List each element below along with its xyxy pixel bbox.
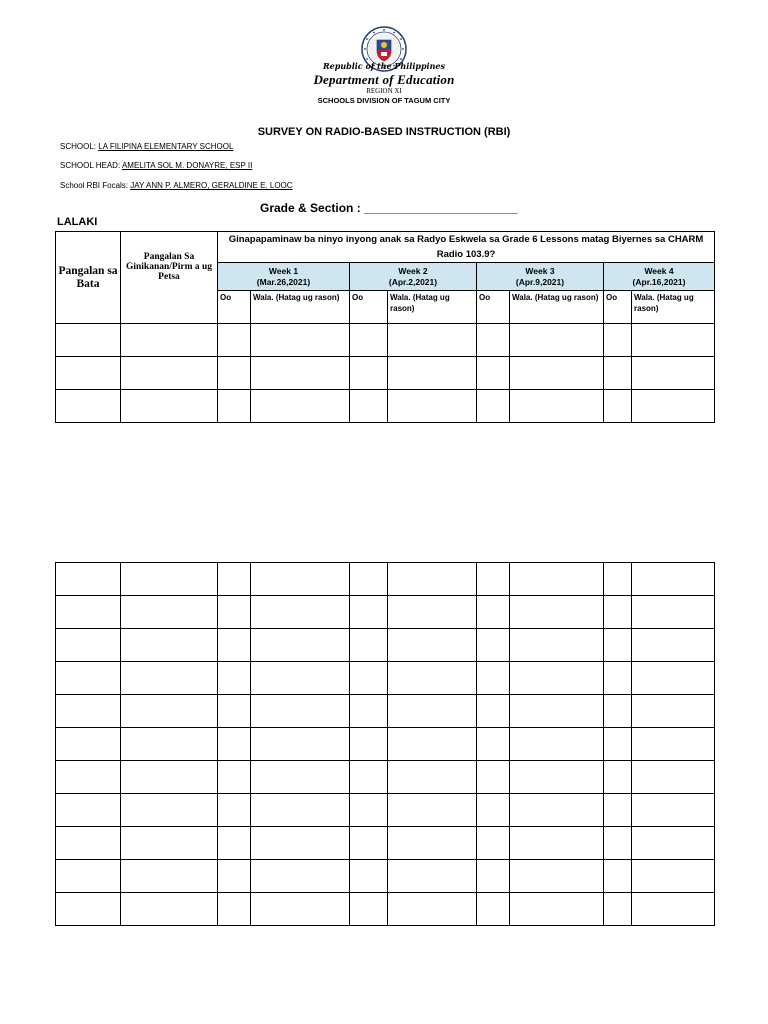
entry-cell[interactable] [604, 728, 632, 761]
entry-cell[interactable] [477, 794, 510, 827]
entry-cell[interactable] [251, 596, 350, 629]
entry-cell[interactable] [510, 563, 604, 596]
entry-cell[interactable] [510, 324, 604, 357]
entry-cell[interactable] [477, 728, 510, 761]
entry-cell[interactable] [632, 893, 715, 926]
entry-cell[interactable] [218, 324, 251, 357]
entry-cell[interactable] [388, 761, 477, 794]
entry-cell[interactable] [510, 761, 604, 794]
entry-cell[interactable] [350, 662, 388, 695]
entry-cell[interactable] [510, 893, 604, 926]
entry-cell[interactable] [632, 357, 715, 390]
entry-cell[interactable] [632, 390, 715, 423]
entry-cell[interactable] [632, 827, 715, 860]
school-info [60, 142, 233, 151]
entry-cell[interactable] [632, 695, 715, 728]
entry-cell[interactable] [350, 761, 388, 794]
table-row [56, 629, 715, 662]
entry-cell[interactable] [604, 860, 632, 893]
entry-cell[interactable] [121, 728, 218, 761]
table-row [56, 390, 715, 423]
entry-cell[interactable] [477, 893, 510, 926]
entry-cell[interactable] [350, 794, 388, 827]
school-value: LA FILIPINA ELEMENTARY SCHOOL [98, 142, 234, 151]
table-row [56, 662, 715, 695]
rbi-focals-info [60, 181, 293, 190]
entry-cell[interactable] [121, 695, 218, 728]
entry-cell[interactable] [350, 827, 388, 860]
week-1-yes-header: Oo [218, 291, 251, 324]
department-name: Department of Education [313, 72, 455, 87]
table-row [56, 596, 715, 629]
table-row [56, 324, 715, 357]
entry-cell[interactable] [251, 728, 350, 761]
entry-cell[interactable] [604, 357, 632, 390]
entry-cell[interactable] [350, 695, 388, 728]
entry-cell[interactable] [350, 324, 388, 357]
entry-cell[interactable] [350, 860, 388, 893]
entry-cell[interactable] [350, 357, 388, 390]
entry-cell[interactable] [477, 860, 510, 893]
survey-table-top [55, 231, 715, 423]
entry-cell[interactable] [604, 695, 632, 728]
entry-cell[interactable] [632, 662, 715, 695]
entry-cell[interactable] [218, 893, 251, 926]
table-row [56, 893, 715, 926]
entry-cell[interactable] [121, 827, 218, 860]
entry-cell[interactable] [604, 761, 632, 794]
survey-table-bottom [55, 562, 715, 926]
entry-cell[interactable] [56, 324, 121, 357]
week-4-no-header: Wala. (Hatag ug rason) [632, 291, 715, 324]
entry-cell[interactable] [388, 563, 477, 596]
entry-cell[interactable] [350, 563, 388, 596]
entry-cell[interactable] [388, 728, 477, 761]
entry-cell[interactable] [218, 357, 251, 390]
entry-cell[interactable] [56, 893, 121, 926]
week-2-yes-header: Oo [350, 291, 388, 324]
entry-cell[interactable] [604, 662, 632, 695]
entry-cell[interactable] [604, 827, 632, 860]
entry-cell[interactable] [251, 357, 350, 390]
entry-cell[interactable] [388, 827, 477, 860]
rbi-focals-label: School RBI Focals: [60, 181, 129, 190]
entry-cell[interactable] [218, 563, 251, 596]
division-line: SCHOOLS DIVISION OF TAGUM CITY [317, 96, 451, 105]
entry-cell[interactable] [251, 324, 350, 357]
table-row [56, 794, 715, 827]
entry-cell[interactable] [477, 324, 510, 357]
entry-cell[interactable] [477, 629, 510, 662]
entry-cell[interactable] [632, 324, 715, 357]
table-row [56, 728, 715, 761]
entry-cell[interactable] [218, 390, 251, 423]
entry-cell[interactable] [251, 761, 350, 794]
school-head-info [60, 161, 252, 170]
table-row [56, 563, 715, 596]
rbi-focals-value: JAY ANN P. ALMERO, GERALDINE E. LOOC [130, 181, 293, 190]
entry-cell[interactable] [388, 662, 477, 695]
entry-cell[interactable] [632, 596, 715, 629]
entry-cell[interactable] [604, 596, 632, 629]
entry-cell[interactable] [632, 563, 715, 596]
entry-cell[interactable] [604, 629, 632, 662]
entry-cell[interactable] [604, 563, 632, 596]
entry-cell[interactable] [251, 563, 350, 596]
entry-cell[interactable] [56, 629, 121, 662]
entry-cell[interactable] [632, 761, 715, 794]
school-head-value: AMELITA SOL M. DONAYRE, ESP II [121, 161, 253, 170]
entry-cell[interactable] [477, 827, 510, 860]
grade-section-field[interactable]: Grade & Section : _______________________ [260, 201, 518, 215]
entry-cell[interactable] [121, 761, 218, 794]
week-3-yes-header: Oo [477, 291, 510, 324]
table-row [56, 761, 715, 794]
entry-cell[interactable] [350, 728, 388, 761]
entry-cell[interactable] [510, 662, 604, 695]
school-head-label: SCHOOL HEAD: [60, 161, 121, 170]
entry-cell[interactable] [121, 662, 218, 695]
week-3-header: Week 3 (Apr.9,2021) [477, 263, 604, 291]
table-row [56, 860, 715, 893]
region-line: REGION XI [366, 87, 402, 95]
entry-cell[interactable] [251, 695, 350, 728]
entry-cell[interactable] [510, 728, 604, 761]
entry-cell[interactable] [388, 629, 477, 662]
entry-cell[interactable] [56, 662, 121, 695]
entry-cell[interactable] [477, 357, 510, 390]
entry-cell[interactable] [56, 596, 121, 629]
entry-cell[interactable] [350, 629, 388, 662]
entry-cell[interactable] [121, 357, 218, 390]
entry-cell[interactable] [388, 893, 477, 926]
entry-cell[interactable] [56, 761, 121, 794]
week-4-header: Week 4 (Apr.16,2021) [604, 263, 715, 291]
col-child-name: Pangalan sa Bata [56, 232, 121, 324]
entry-cell[interactable] [251, 662, 350, 695]
entry-cell[interactable] [632, 860, 715, 893]
col-parent-name: Pangalan Sa Ginikanan/Pirm a ug Petsa [121, 232, 218, 324]
entry-cell[interactable] [477, 596, 510, 629]
week-3-no-header: Wala. (Hatag ug rason) [510, 291, 604, 324]
entry-cell[interactable] [121, 596, 218, 629]
entry-cell[interactable] [510, 695, 604, 728]
table-row [56, 357, 715, 390]
entry-cell[interactable] [56, 390, 121, 423]
entry-cell[interactable] [632, 629, 715, 662]
entry-cell[interactable] [251, 893, 350, 926]
entry-cell[interactable] [388, 794, 477, 827]
survey-title: SURVEY ON RADIO-BASED INSTRUCTION (RBI) [257, 126, 511, 138]
entry-cell[interactable] [218, 827, 251, 860]
entry-cell[interactable] [604, 893, 632, 926]
entry-cell[interactable] [56, 860, 121, 893]
entry-cell[interactable] [251, 629, 350, 662]
entry-cell[interactable] [56, 357, 121, 390]
entry-cell[interactable] [477, 563, 510, 596]
entry-cell[interactable] [510, 390, 604, 423]
entry-cell[interactable] [632, 794, 715, 827]
entry-cell[interactable] [121, 629, 218, 662]
entry-cell[interactable] [121, 390, 218, 423]
entry-cell[interactable] [604, 324, 632, 357]
entry-cell[interactable] [121, 893, 218, 926]
entry-cell[interactable] [251, 860, 350, 893]
entry-cell[interactable] [510, 827, 604, 860]
entry-cell[interactable] [350, 596, 388, 629]
entry-cell[interactable] [477, 761, 510, 794]
entry-cell[interactable] [218, 794, 251, 827]
entry-cell[interactable] [477, 390, 510, 423]
entry-cell[interactable] [510, 860, 604, 893]
republic-line: Republic of the Philippines [322, 61, 445, 71]
entry-cell[interactable] [350, 390, 388, 423]
entry-cell[interactable] [251, 390, 350, 423]
entry-cell[interactable] [251, 794, 350, 827]
week-1-header: Week 1 (Mar.26,2021) [218, 263, 350, 291]
entry-cell[interactable] [388, 357, 477, 390]
entry-cell[interactable] [510, 794, 604, 827]
entry-cell[interactable] [218, 662, 251, 695]
entry-cell[interactable] [56, 563, 121, 596]
survey-question: Ginapapaminaw ba ninyo inyong anak sa Radyo Eskwela sa Grade 6 Lessons matag Biyernes sa CHARM Radio 103.9? [218, 232, 715, 263]
table-row [56, 695, 715, 728]
entry-cell[interactable] [251, 827, 350, 860]
entry-cell[interactable] [477, 695, 510, 728]
week-2-no-header: Wala. (Hatag ug rason) [388, 291, 477, 324]
entry-cell[interactable] [350, 893, 388, 926]
entry-cell[interactable] [632, 728, 715, 761]
entry-cell[interactable] [218, 761, 251, 794]
school-label: SCHOOL: [60, 142, 97, 151]
entry-cell[interactable] [218, 860, 251, 893]
entry-cell[interactable] [218, 728, 251, 761]
entry-cell[interactable] [388, 860, 477, 893]
entry-cell[interactable] [56, 794, 121, 827]
entry-cell[interactable] [388, 324, 477, 357]
entry-cell[interactable] [121, 794, 218, 827]
entry-cell[interactable] [604, 390, 632, 423]
entry-cell[interactable] [604, 794, 632, 827]
entry-cell[interactable] [388, 390, 477, 423]
entry-cell[interactable] [218, 629, 251, 662]
entry-cell[interactable] [56, 695, 121, 728]
table-row [56, 827, 715, 860]
entry-cell[interactable] [510, 357, 604, 390]
group-label: LALAKI [57, 216, 98, 228]
entry-cell[interactable] [510, 629, 604, 662]
week-2-header: Week 2 (Apr.2,2021) [350, 263, 477, 291]
entry-cell[interactable] [121, 324, 218, 357]
entry-cell[interactable] [218, 596, 251, 629]
entry-cell[interactable] [121, 860, 218, 893]
week-4-yes-header: Oo [604, 291, 632, 324]
week-1-no-header: Wala. (Hatag ug rason) [251, 291, 350, 324]
entry-cell[interactable] [388, 596, 477, 629]
entry-cell[interactable] [388, 695, 477, 728]
entry-cell[interactable] [510, 596, 604, 629]
entry-cell[interactable] [477, 662, 510, 695]
entry-cell[interactable] [56, 728, 121, 761]
entry-cell[interactable] [56, 827, 121, 860]
entry-cell[interactable] [121, 563, 218, 596]
entry-cell[interactable] [218, 695, 251, 728]
